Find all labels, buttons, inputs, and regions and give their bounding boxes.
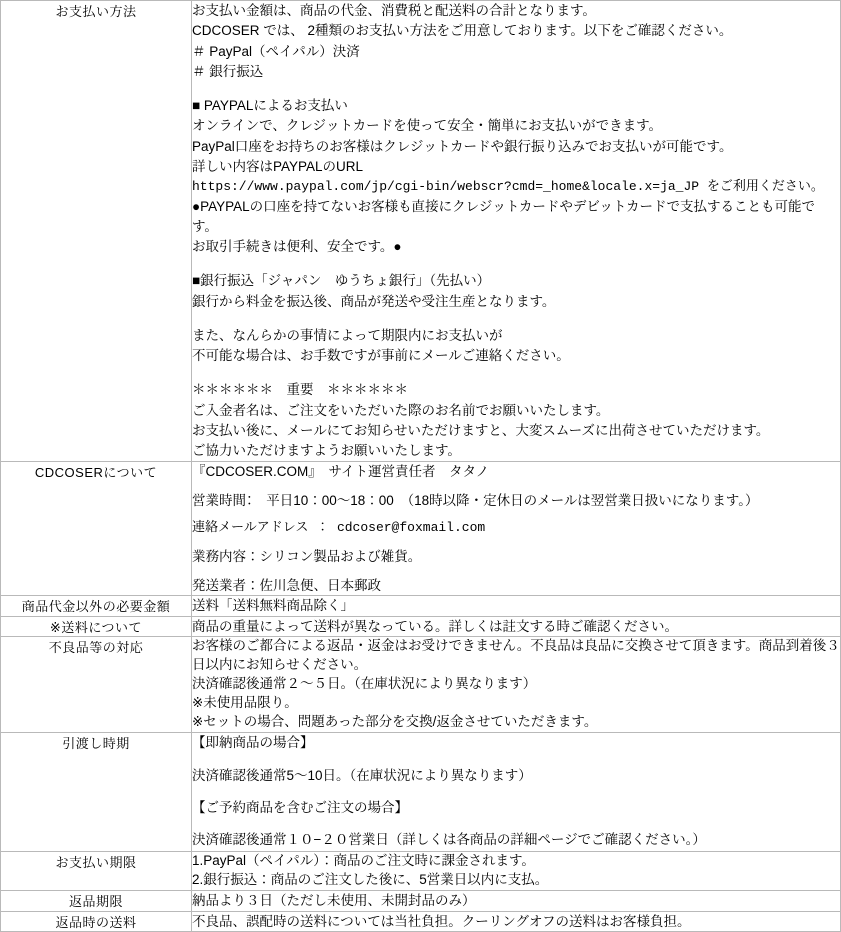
row-label-defective-handling: 不良品等の対応 <box>1 637 192 732</box>
text-line: オンラインで、クレジットカードを使って安全・簡単にお支払いができます。 <box>192 118 663 134</box>
text-line: 銀行から料金を振込後、商品が発送や受注生産となります。 <box>192 293 556 309</box>
row-content-return-deadline <box>192 890 841 911</box>
row-content-about-cdcoser <box>192 462 841 596</box>
row-content-delivery-time <box>192 732 841 851</box>
table-row <box>1 852 841 891</box>
text-line: 業務内容：シリコン製品および雑貨。 <box>192 549 422 565</box>
spacer <box>192 312 840 326</box>
table-row <box>1 462 841 596</box>
row-content-return-shipping <box>192 911 841 932</box>
row-label-delivery-time: 引渡し時期 <box>1 732 192 851</box>
table-row <box>1 596 841 617</box>
text-line: 納品より３日（ただし未使用、未開封品のみ） <box>192 892 476 908</box>
table-row <box>1 1 841 462</box>
text-line: 決済確認後通常5〜10日。（在庫状況により異なります） <box>192 768 532 784</box>
text-line: お客様のご都合による返品・返金はお受けできません。不良品は良品に交換させて頂きます。商品到着後３日以内にお知らせください。 <box>192 638 840 673</box>
text-line: ご協力いただけますようお願いいたします。 <box>192 443 461 458</box>
row-label-extra-fees: 商品代金以外の必要金額 <box>1 596 192 617</box>
text-line: 『CDCOSER.COM』 サイト運営責任者 タタノ <box>192 464 490 480</box>
row-content-payment-method <box>192 1 841 462</box>
row-label-return-deadline: 返品期限 <box>1 890 192 911</box>
text-line: 詳しい内容はPAYPALのURL <box>192 158 364 174</box>
text-line: お取引手続きは便利、安全です。● <box>192 239 402 254</box>
text-line: 不良品、誤配時の送料については当社負担。クーリングオフの送料はお客様負担。 <box>192 913 691 929</box>
row-content-payment-deadline <box>192 852 841 891</box>
table-row <box>1 637 841 732</box>
row-label-return-shipping: 返品時の送料 <box>1 911 192 932</box>
text-line: ＃ 銀行振込 <box>192 63 264 79</box>
row-content-defective-handling <box>192 637 841 732</box>
table-row <box>1 732 841 851</box>
row-label-shipping-fee: ※送料について <box>1 616 192 637</box>
row-content-extra-fees <box>192 596 841 617</box>
text-line: ※未使用品限り。 <box>192 695 298 711</box>
text-line: CDCOSER では、 2種類のお支払い方法をご用意しております。以下をご確認ください。 <box>192 23 733 39</box>
text-line: 2.銀行振込：商品のご注文した後に、5営業日以内に支払。 <box>192 872 549 888</box>
text-line: ＃ PayPal（ペイパル）決済 <box>192 43 360 59</box>
row-label-payment-deadline: お支払い期限 <box>1 852 192 891</box>
text-line: 商品の重量によって送料が異なっている。詳しくは註文する時ご確認ください。 <box>192 618 678 634</box>
text-line: 【ご予約商品を含むご注文の場合】 <box>192 800 408 816</box>
row-content-shipping-fee <box>192 616 841 637</box>
text-line: ■銀行振込「ジャパン ゆうちょ銀行」（先払い） <box>192 273 491 289</box>
text-line: お支払い金額は、商品の代金、消費税と配送料の合計となります。 <box>192 3 596 18</box>
text-line: ■ PAYPALによるお支払い <box>192 98 348 113</box>
text-line: PayPal口座をお持ちのお客様はクレジットカードや銀行振り込みでお支払いが可能です。 <box>192 138 733 154</box>
text-line: 発送業者：佐川急便、日本郵政 <box>192 577 381 593</box>
text-line: 送料「送料無料商品除く」 <box>192 598 354 614</box>
text-line: ※セットの場合、問題あった部分を交換/返金させていただきます。 <box>192 714 598 730</box>
text-line: 1.PayPal（ペイパル）：商品のご注文時に課金されます。 <box>192 853 535 869</box>
text-line: ご入金者名は、ご注文をいただいた際のお名前でお願いいたします。 <box>192 402 610 418</box>
text-line: 【即納商品の場合】 <box>192 734 314 750</box>
contact-email-line: 連絡メールアドレス ： cdcoser@foxmail.com <box>192 520 486 536</box>
text-line: お支払い後に、メールにてお知らせいただけますと、大変スムーズに出荷させていただけます。 <box>192 422 770 438</box>
row-label-about-cdcoser: CDCOSERについて <box>1 462 192 596</box>
text-line: 営業時間： 平日10：00〜18：00 （18時以降・定休日のメールは翌営業日扱いになります。） <box>192 492 759 508</box>
text-line: 不可能な場合は、お手数ですが事前にメールご連絡ください。 <box>192 348 570 363</box>
table-row <box>1 911 841 932</box>
text-line: 決済確認後通常１０−２０営業日（詳しくは各商品の詳細ページでご確認ください。） <box>192 831 706 847</box>
spacer <box>192 82 840 96</box>
text-line: 決済確認後通常２〜５日。（在庫状況により異なります） <box>192 676 537 692</box>
spacer <box>192 257 840 271</box>
table-row <box>1 616 841 637</box>
table-row <box>1 890 841 911</box>
row-label-payment-method: お支払い方法 <box>1 1 192 462</box>
text-line: ＊＊＊＊＊＊ 重要 ＊＊＊＊＊＊ <box>192 382 408 398</box>
text-line: ●PAYPALの口座を持てないお客様も直接にクレジットカードやデビットカードで支払することも可能です。 <box>192 198 815 234</box>
spacer <box>192 366 840 380</box>
paypal-url-line: https://www.paypal.com/jp/cgi-bin/webscr?cmd=_home&locale.x=ja_JP をご利用ください。 <box>192 179 824 194</box>
text-line: また、なんらかの事情によって期限内にお支払いが <box>192 327 503 343</box>
